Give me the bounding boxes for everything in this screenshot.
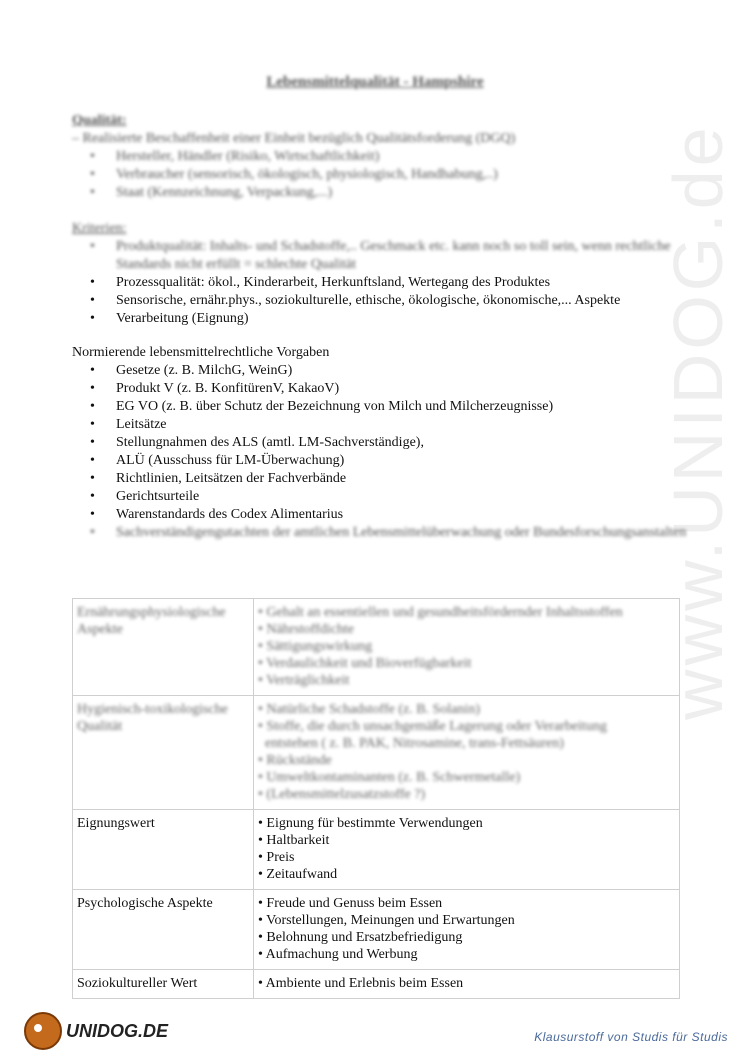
list-item: • Richtlinien, Leitsätzen der Fachverbände [116,470,692,488]
row-item: • Freude und Genuss beim Essen [258,896,443,911]
table-row [73,696,680,810]
qualitaet-section [72,112,692,202]
list-item: • Sensorische, ernähr.phys., soziokulturelle, ethische, ökologische, ökonomische,... Aspekte [116,292,692,310]
kriterien-section [72,220,692,328]
normen-heading: Normierende lebensmittelrechtliche Vorgaben [72,345,330,360]
list-item: • EG VO (z. B. über Schutz der Bezeichnung von Milch und Milcherzeugnisse) [116,398,692,416]
row-item: • (Lebensmittelzusatzstoffe ?) [258,787,426,802]
list-item: • Warenstandards des Codex Alimentarius [116,506,692,524]
row-item: • Umweltkontaminanten (z. B. Schwermetalle) [258,770,521,785]
row-label: Soziokultureller Wert [73,970,254,999]
list-item: • Hersteller, Händler (Risiko, Wirtschaftlichkeit) [116,148,692,166]
logo-text: UNIDOG.DE [66,1020,169,1041]
normen-list [72,362,692,542]
row-items [254,970,680,999]
list-item: • Sachverständigengutachten der amtlichen Lebensmittelüberwachung oder Bundesforschungsanstalten [116,524,692,542]
list-item: • Gerichtsurteile [116,488,692,506]
kriterien-heading: Kriterien: [72,221,127,236]
row-item: • Belohnung und Ersatzbefriedigung [258,930,463,945]
row-item: • Sättigungswirkung [258,639,373,654]
list-item: • Stellungnahmen des ALS (amtl. LM-Sachverständige), [116,434,692,452]
row-label: Ernährungsphysiologische Aspekte [73,599,254,696]
quality-aspects-table [72,598,680,999]
qualitaet-definition: – Realisierte Beschaffenheit einer Einheit bezüglich Qualitätsforderung (DGQ) [72,130,692,148]
table-row [73,970,680,999]
row-item: • Haltbarkeit [258,833,330,848]
row-label: Eignungswert [73,810,254,890]
row-item: • Ambiente und Erlebnis beim Essen [258,976,464,991]
list-item: • Produktqualität: Inhalts- und Schadstoffe,.. Geschmack etc. kann noch so toll sein, wenn rechtliche Standards nicht erfüllt = schlechte Qualität [116,238,692,274]
list-item: • Verbraucher (sensorisch, ökologisch, physiologisch, Handhabung,..) [116,166,692,184]
dog-icon [24,1012,62,1050]
qualitaet-heading: Qualität: [72,113,127,128]
list-item: • Produkt V (z. B. KonfitürenV, KakaoV) [116,380,692,398]
footer-tagline: Klausurstoff von Studis für Studis [534,1030,728,1044]
row-item: • Zeitaufwand [258,867,338,882]
list-item: • Gesetze (z. B. MilchG, WeinG) [116,362,692,380]
row-item: • Natürliche Schadstoffe (z. B. Solanin) [258,702,480,717]
list-item: • Prozessqualität: ökol., Kinderarbeit, Herkunftsland, Wertegang des Produktes [116,274,692,292]
watermark-text: www.UNIDOG.de [659,123,737,720]
unidog-logo[interactable] [24,1012,168,1050]
list-item: • Staat (Kennzeichnung, Verpackung,...) [116,184,692,202]
row-items [254,599,680,696]
list-item: • Leitsätze [116,416,692,434]
row-items [254,890,680,970]
list-item: • Verarbeitung (Eignung) [116,310,692,328]
row-item: • Aufmachung und Werbung [258,947,418,962]
kriterien-list [72,238,692,328]
qualitaet-list [72,148,692,202]
row-item: • Eignung für bestimmte Verwendungen [258,816,483,831]
table-row [73,599,680,696]
row-items [254,696,680,810]
row-item: • Verträglichkeit [258,673,350,688]
row-items [254,810,680,890]
row-label: Psychologische Aspekte [73,890,254,970]
list-item: • ALÜ (Ausschuss für LM-Überwachung) [116,452,692,470]
table-row [73,890,680,970]
row-item: • Rückstände [258,753,332,768]
row-item: • Verdaulichkeit und Bioverfügbarkeit [258,656,472,671]
row-item: • Vorstellungen, Meinungen und Erwartungen [258,913,515,928]
row-item: • Stoffe, die durch unsachgemäße Lagerung oder Verarbeitung [258,719,607,734]
table-row [73,810,680,890]
row-label: Hygienisch-toxikologische Qualität [73,696,254,810]
row-item: • Gehalt an essentiellen und gesundheitsfördernder Inhaltsstoffen [258,605,623,620]
row-item: • Preis [258,850,295,865]
page-title: Lebensmittelqualität - Hampshire [266,74,484,90]
row-item: entstehen ( z. B. PAK, Nitrosamine, trans-Fettsäuren) [265,736,564,751]
normen-section [72,344,692,542]
row-item: • Nährstoffdichte [258,622,355,637]
